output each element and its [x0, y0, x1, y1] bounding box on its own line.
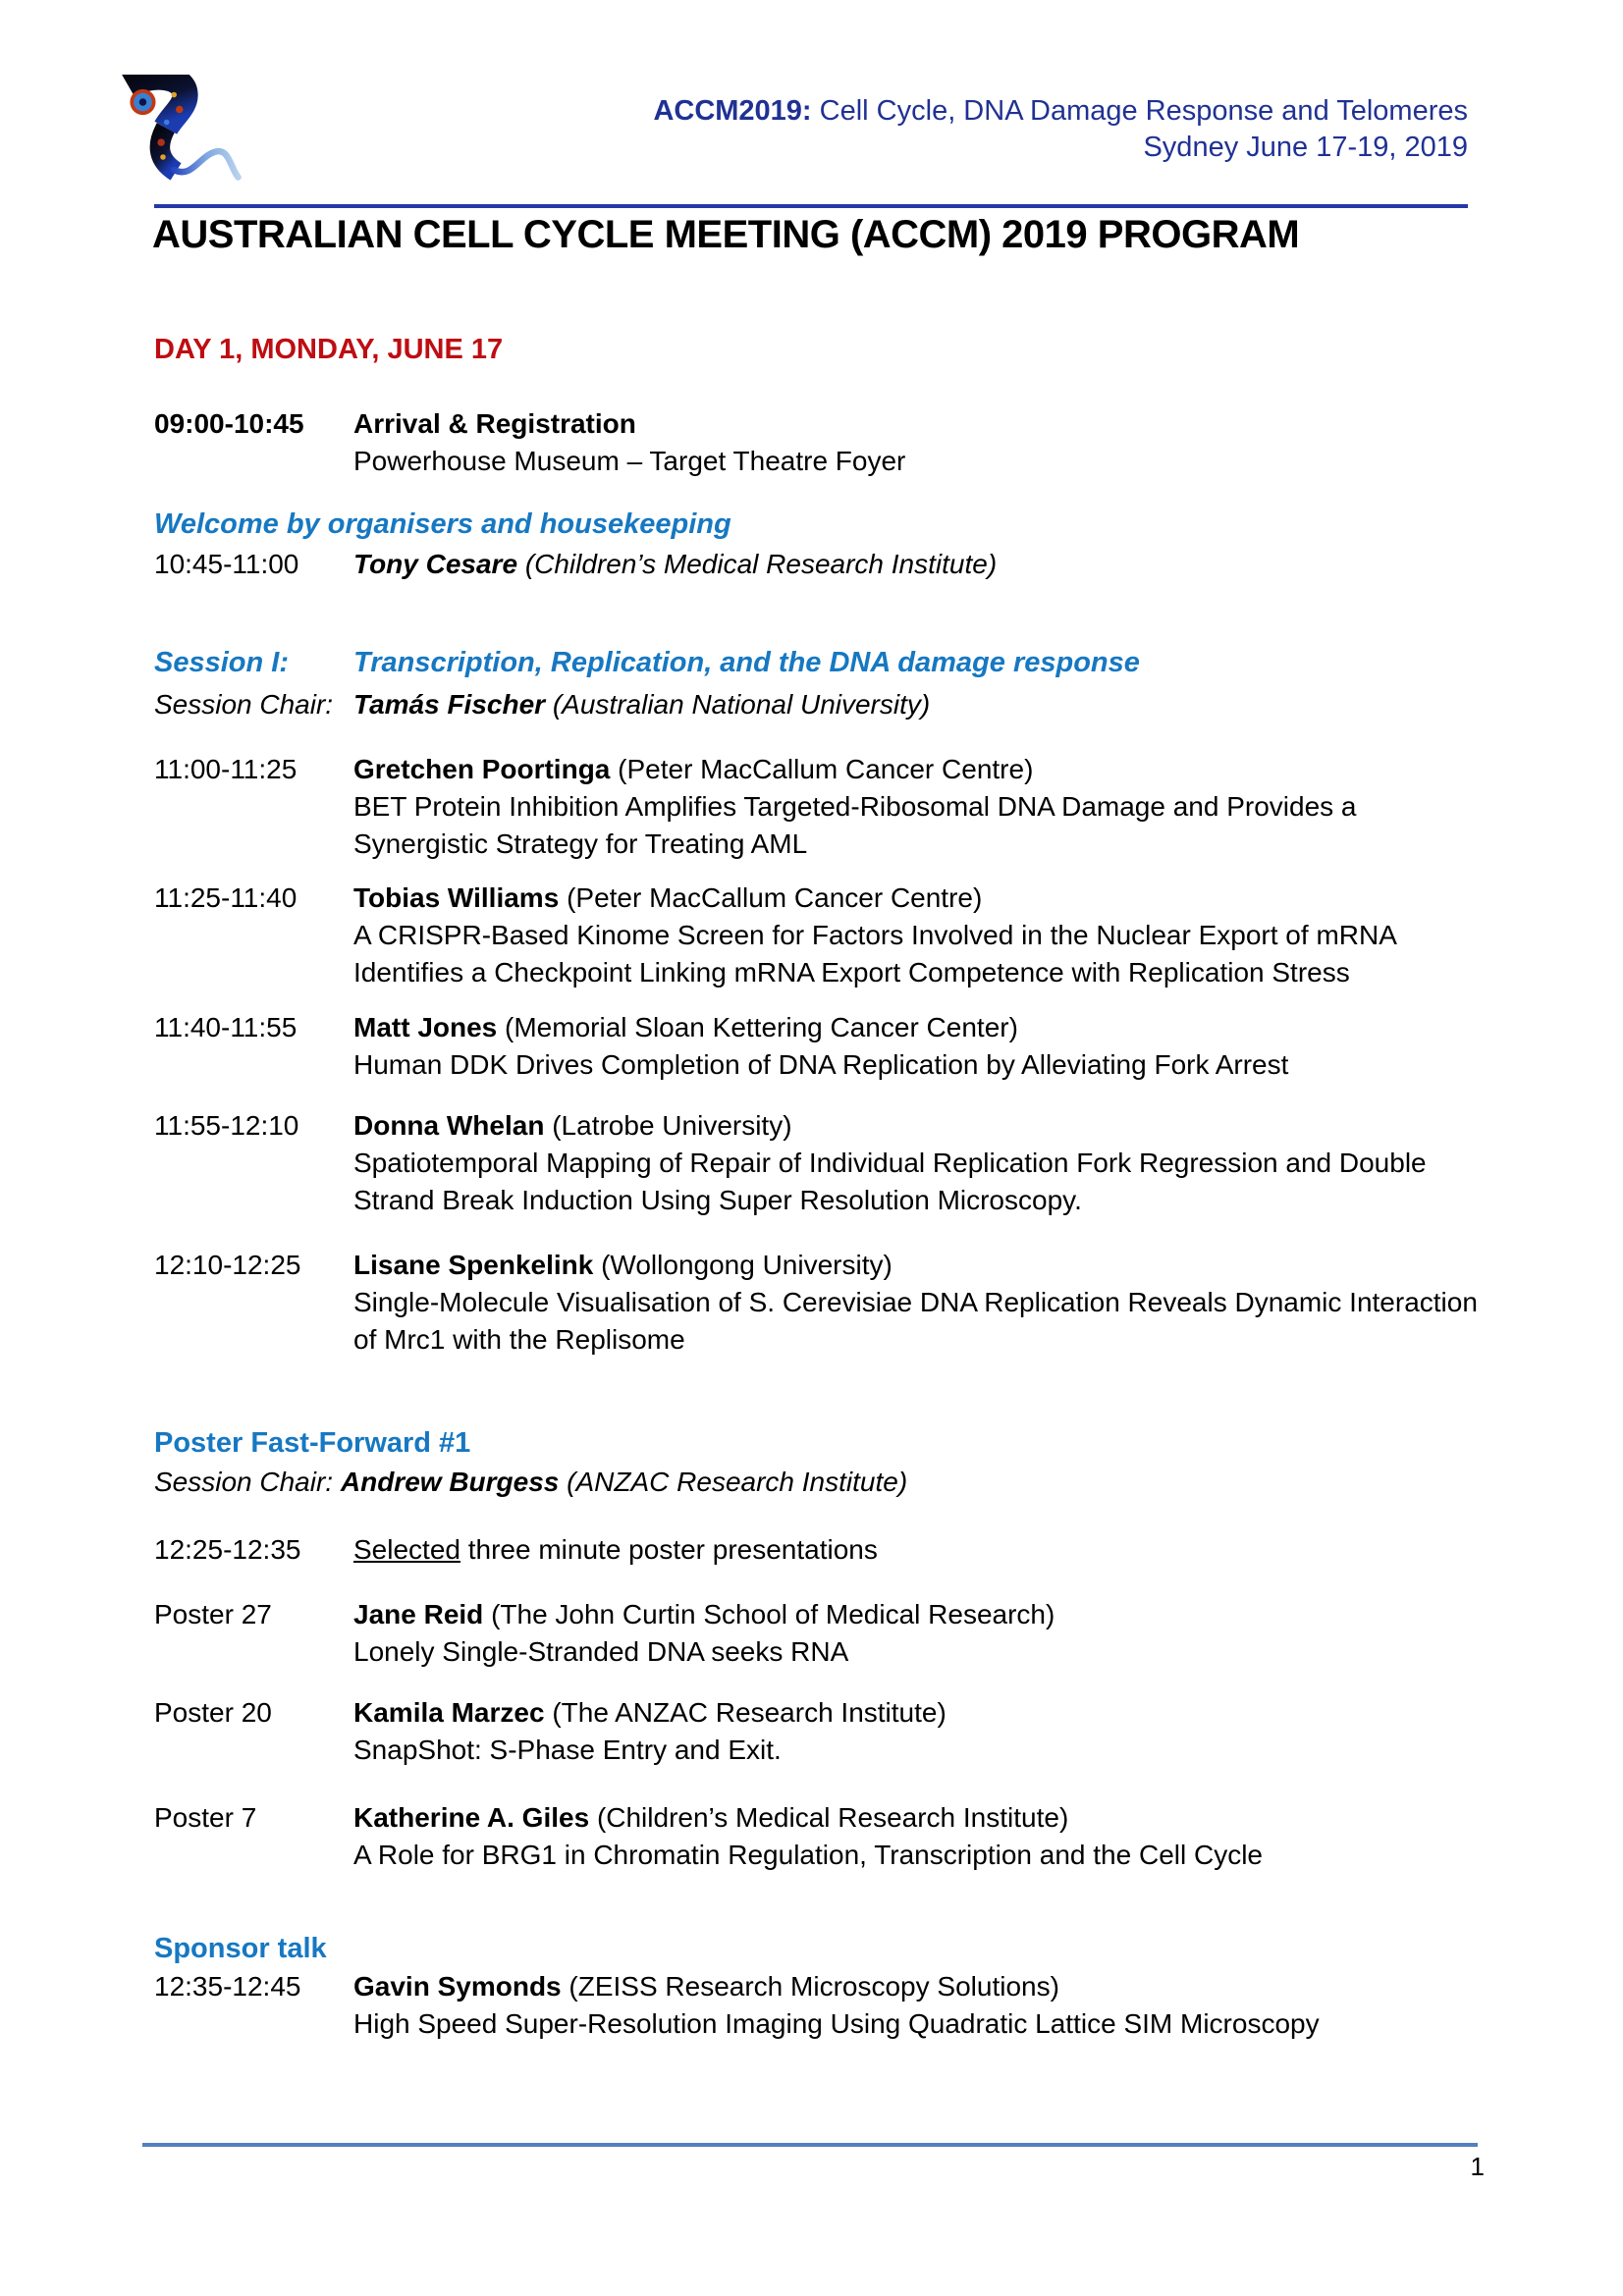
talk-title: Human DDK Drives Completion of DNA Replication by Alleviating Fork Arrest: [353, 1049, 1289, 1080]
speaker-name: Matt Jones: [353, 1012, 498, 1042]
poster-number: Poster 20: [154, 1697, 272, 1728]
poster-title: A Role for BRG1 in Chromatin Regulation, Transcription and the Cell Cycle: [353, 1840, 1263, 1870]
poster-title: SnapShot: S-Phase Entry and Exit.: [353, 1735, 782, 1765]
time-slot: 11:25-11:40: [154, 882, 298, 913]
time-slot: 12:25-12:35: [154, 1534, 301, 1565]
speaker-affiliation: (Peter MacCallum Cancer Centre): [618, 754, 1034, 784]
talk-title: BET Protein Inhibition Amplifies Targeted-Ribosomal DNA Damage and Provides a Synergistic Strategy for Treating AML: [353, 791, 1357, 859]
sponsor-item: [154, 1968, 1489, 2043]
talk-title: A CRISPR-Based Kinome Screen for Factors Involved in the Nuclear Export of mRNA Identifies a Checkpoint Linking mRNA Export Competence with Replication Stress: [353, 920, 1396, 988]
day-heading: DAY 1, MONDAY, JUNE 17: [154, 334, 504, 365]
speaker-name: Jane Reid: [353, 1599, 484, 1629]
event-title: Arrival & Registration: [353, 408, 636, 439]
chair-label: Session Chair:: [154, 689, 334, 720]
time-slot: 10:45-11:00: [154, 549, 299, 579]
time-slot: 11:00-11:25: [154, 754, 298, 784]
speaker-name: Gretchen Poortinga: [353, 754, 611, 784]
welcome-item: [154, 546, 1489, 583]
speaker-affiliation: (The John Curtin School of Medical Research): [491, 1599, 1055, 1629]
conference-header: [653, 93, 1468, 166]
speaker-name: Gavin Symonds: [353, 1971, 562, 2002]
time-slot: 12:35-12:45: [154, 1971, 301, 2002]
speaker-name: Katherine A. Giles: [353, 1802, 590, 1833]
session-title: Transcription, Replication, and the DNA damage response: [353, 647, 1140, 678]
poster-ff-heading: Poster Fast-Forward #1: [154, 1427, 471, 1459]
talk-item: [154, 880, 1489, 991]
page-number: 1: [1470, 2152, 1485, 2181]
welcome-heading: Welcome by organisers and housekeeping: [154, 508, 731, 540]
session1-chair: [154, 686, 1489, 723]
talk-item: [154, 1107, 1489, 1219]
talk-item: [154, 751, 1489, 863]
dna-ribbon-logo-icon: [108, 75, 245, 198]
poster-item: [154, 1596, 1489, 1671]
poster-number: Poster 27: [154, 1599, 272, 1629]
speaker-name: Kamila Marzec: [353, 1697, 545, 1728]
speaker-affiliation: (Children’s Medical Research Institute): [524, 549, 998, 579]
speaker-name: Tobias Williams: [353, 882, 560, 913]
registration-item: [154, 405, 1489, 480]
session-label: Session I:: [154, 647, 289, 678]
speaker-name: Tony Cesare: [353, 549, 518, 579]
poster-item: [154, 1799, 1489, 1874]
poster-title: Lonely Single-Stranded DNA seeks RNA: [353, 1636, 849, 1667]
header-divider: [154, 204, 1468, 208]
poster-ff-chair: [154, 1464, 1489, 1501]
speaker-affiliation: (ZEISS Research Microscopy Solutions): [568, 1971, 1059, 2002]
speaker-name: Donna Whelan: [353, 1110, 545, 1141]
speaker-affiliation: (Peter MacCallum Cancer Centre): [567, 882, 983, 913]
time-slot: 11:40-11:55: [154, 1012, 298, 1042]
speaker-affiliation: (Latrobe University): [552, 1110, 792, 1141]
talk-title: High Speed Super-Resolution Imaging Using Quadratic Lattice SIM Microscopy: [353, 2008, 1320, 2039]
chair-label: Session Chair:: [154, 1467, 334, 1497]
sponsor-heading: Sponsor talk: [154, 1933, 327, 1964]
speaker-affiliation: (Children’s Medical Research Institute): [596, 1802, 1069, 1833]
speaker-name: Lisane Spenkelink: [353, 1250, 594, 1280]
conference-title-line: [653, 93, 1468, 130]
time-slot: 12:10-12:25: [154, 1250, 301, 1280]
time-slot: 11:55-12:10: [154, 1110, 299, 1141]
chair-name: Andrew Burgess: [340, 1467, 560, 1497]
conference-acronym: ACCM2019:: [653, 95, 812, 127]
page-title: AUSTRALIAN CELL CYCLE MEETING (ACCM) 2019 PROGRAM: [152, 213, 1300, 256]
speaker-affiliation: (Wollongong University): [601, 1250, 893, 1280]
poster-number: Poster 7: [154, 1802, 257, 1833]
speaker-affiliation: (Memorial Sloan Kettering Cancer Center): [505, 1012, 1018, 1042]
footer-divider: [142, 2143, 1478, 2147]
intro-underlined-word: Selected: [353, 1534, 460, 1565]
session1-heading: [154, 645, 1489, 680]
poster-intro-item: [154, 1531, 1489, 1569]
chair-affiliation: (Australian National University): [552, 689, 931, 720]
talk-item: [154, 1009, 1489, 1084]
talk-item: [154, 1247, 1489, 1359]
conference-subject: Cell Cycle, DNA Damage Response and Telomeres: [811, 95, 1468, 127]
speaker-affiliation: (The ANZAC Research Institute): [552, 1697, 947, 1728]
conference-location-date: Sydney June 17-19, 2019: [1143, 132, 1468, 163]
intro-text: three minute poster presentations: [467, 1534, 878, 1565]
event-location: Powerhouse Museum – Target Theatre Foyer: [353, 446, 906, 476]
poster-item: [154, 1694, 1489, 1769]
chair-affiliation: (ANZAC Research Institute): [567, 1467, 908, 1497]
time-slot: 09:00-10:45: [154, 408, 304, 439]
talk-title: Single-Molecule Visualisation of S. Cerevisiae DNA Replication Reveals Dynamic Interaction of Mrc1 with the Replisome: [353, 1287, 1478, 1355]
chair-name: Tamás Fischer: [353, 689, 546, 720]
talk-title: Spatiotemporal Mapping of Repair of Individual Replication Fork Regression and Double Strand Break Induction Using Super Resolution Microscopy.: [353, 1148, 1427, 1215]
